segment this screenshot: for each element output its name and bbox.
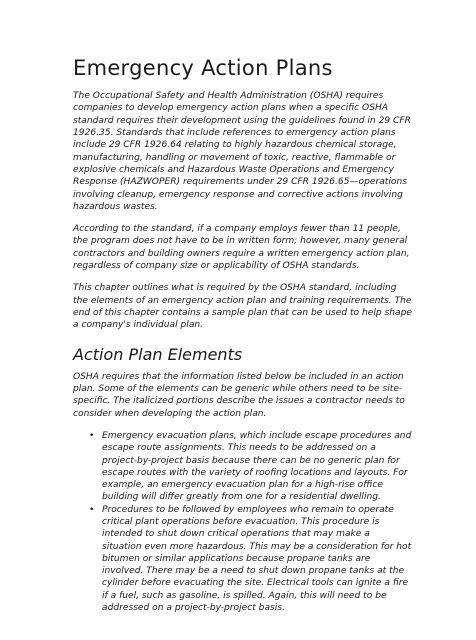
bullet-icon: • — [89, 504, 95, 515]
section-heading: Action Plan Elements — [73, 344, 243, 364]
intro-paragraph-osha-requirements: The Occupational Safety and Health Administration (OSHA) requires companies to develop emergency action plans when a specific OSHA standard requires their development using the guidelines found in 29 CFR 1926.35. Standards that include references to emergency action plans include 29 CFR 1926.64 relating to highly hazardous chemical storage, manufacturing, handling or movement of toxic, reactive, flammable or explosive chemicals and Hazardous Waste Operations and Emergency Response (HAZWOPER) requirements under 29 CFR 1926.65—operations involving cleanup, emergency response and corrective actions involving hazardous wastes. — [73, 91, 411, 212]
elements-list — [73, 430, 412, 614]
list-item-evacuation-plans — [89, 430, 412, 504]
section-paragraph: OSHA requires that the information listed below be included in an action plan. Some of the elements can be generic while others need to be site-specific. The italicized portions describe the issues a contractor needs to consider when developing the action plan. — [73, 371, 405, 419]
intro-paragraph-company-size: According to the standard, if a company employs fewer than 11 people, the program does not have to be in written form; however, many general contractors and building owners require a written emergency action plan, regardless of company size or applicability of OSHA standards. — [73, 224, 410, 272]
bullet-icon: • — [89, 430, 95, 441]
list-item-critical-operations — [89, 504, 412, 615]
page-title: Emergency Action Plans — [73, 56, 333, 80]
list-item-text: Procedures to be followed by employees who remain to operate critical plant operations before evacuation. This procedure is intended to shut down critical operations that may make a situation even more hazardous. This may be a consideration for hot bitumen or similar applications because propane tanks are involved. There may be a need to shut down propane tanks at the cylinder before evacuating the site. Electrical tools can ignite a fire if a fuel, such as gasoline, is spilled. Again, this will need to be addressed on a project-by-project basis. — [102, 504, 412, 614]
list-item-text: Emergency evacuation plans, which include escape procedures and escape route assignments. This needs to be addressed on a project-by-project basis because there can be no generic plan for escape routes with the variety of roofing locations and layouts. For example, an emergency evacuation plan for a high-rise office building will differ greatly from one for a residential dwelling. — [102, 430, 412, 503]
intro-paragraph-chapter-outline: This chapter outlines what is required by the OSHA standard, including the elements of an emergency action plan and training requirements. The end of this chapter contains a sample plan that can be used to help shape a company's individual plan. — [73, 283, 412, 331]
